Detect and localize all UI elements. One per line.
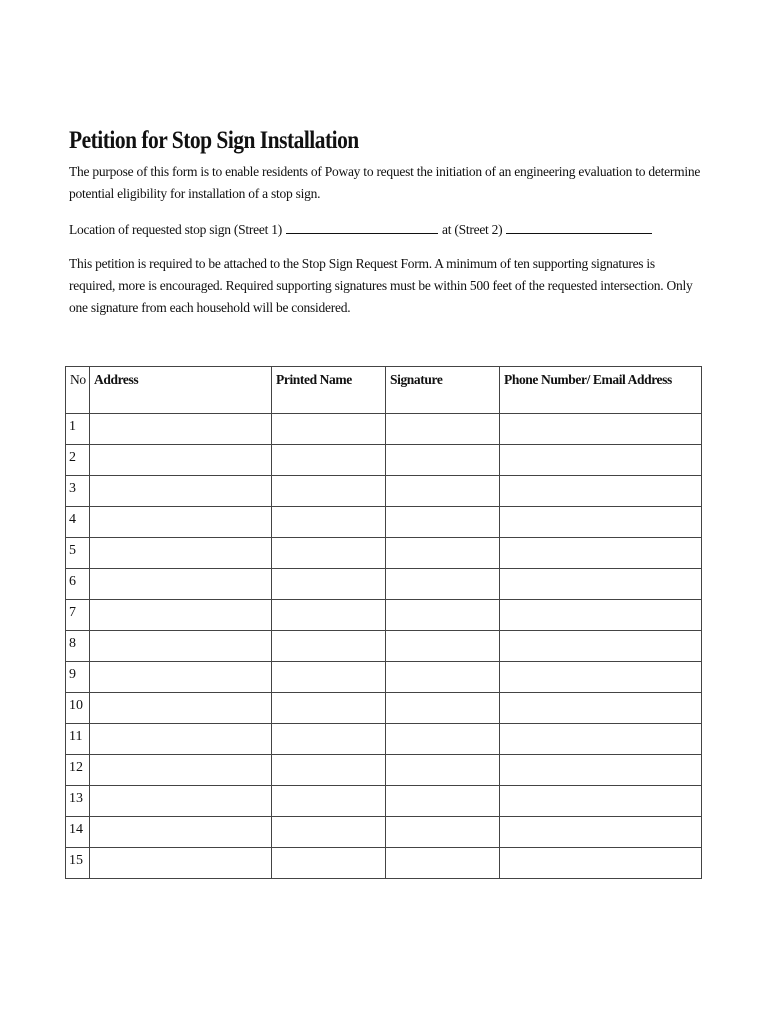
- street-1-label: Location of requested stop sign (Street 1): [69, 222, 282, 237]
- phone-email-cell[interactable]: [500, 476, 702, 507]
- phone-email-cell[interactable]: [500, 569, 702, 600]
- phone-email-cell[interactable]: [500, 414, 702, 445]
- table-row: [66, 476, 702, 507]
- row-number: 5: [66, 538, 90, 569]
- printed-name-cell[interactable]: [272, 693, 386, 724]
- signature-table: [65, 366, 702, 879]
- address-cell[interactable]: [90, 817, 272, 848]
- signature-cell[interactable]: [386, 600, 500, 631]
- header-no: No: [66, 367, 90, 414]
- header-address: Address: [90, 367, 272, 414]
- table-row: [66, 817, 702, 848]
- signature-cell[interactable]: [386, 507, 500, 538]
- table-row: [66, 724, 702, 755]
- address-cell[interactable]: [90, 507, 272, 538]
- phone-email-cell[interactable]: [500, 631, 702, 662]
- phone-email-cell[interactable]: [500, 724, 702, 755]
- table-row: [66, 507, 702, 538]
- row-number: 15: [66, 848, 90, 879]
- table-row: [66, 445, 702, 476]
- table-row: [66, 786, 702, 817]
- printed-name-cell[interactable]: [272, 817, 386, 848]
- row-number: 10: [66, 693, 90, 724]
- row-number: 14: [66, 817, 90, 848]
- address-cell[interactable]: [90, 476, 272, 507]
- address-cell[interactable]: [90, 786, 272, 817]
- printed-name-cell[interactable]: [272, 631, 386, 662]
- phone-email-cell[interactable]: [500, 848, 702, 879]
- purpose-paragraph: The purpose of this form is to enable residents of Poway to request the initiation of an engineering evaluation to determine potential eligibility for installation of a stop sign.: [69, 164, 701, 201]
- row-number: 6: [66, 569, 90, 600]
- phone-email-cell[interactable]: [500, 786, 702, 817]
- header-phone-email: Phone Number/ Email Address: [500, 367, 702, 414]
- printed-name-cell[interactable]: [272, 414, 386, 445]
- table-row: [66, 662, 702, 693]
- row-number: 4: [66, 507, 90, 538]
- phone-email-cell[interactable]: [500, 662, 702, 693]
- street-1-field[interactable]: [286, 219, 438, 234]
- printed-name-cell[interactable]: [272, 600, 386, 631]
- phone-email-cell[interactable]: [500, 507, 702, 538]
- phone-email-cell[interactable]: [500, 693, 702, 724]
- address-cell[interactable]: [90, 755, 272, 786]
- table-row: [66, 848, 702, 879]
- printed-name-cell[interactable]: [272, 569, 386, 600]
- printed-name-cell[interactable]: [272, 507, 386, 538]
- table-row: [66, 631, 702, 662]
- signature-cell[interactable]: [386, 631, 500, 662]
- row-number: 1: [66, 414, 90, 445]
- row-number: 8: [66, 631, 90, 662]
- table-row: [66, 600, 702, 631]
- row-number: 9: [66, 662, 90, 693]
- address-cell[interactable]: [90, 631, 272, 662]
- address-cell[interactable]: [90, 569, 272, 600]
- phone-email-cell[interactable]: [500, 755, 702, 786]
- address-cell[interactable]: [90, 538, 272, 569]
- address-cell[interactable]: [90, 724, 272, 755]
- table-row: [66, 538, 702, 569]
- signature-cell[interactable]: [386, 848, 500, 879]
- phone-email-cell[interactable]: [500, 600, 702, 631]
- street-2-label: at (Street 2): [441, 222, 503, 237]
- signature-cell[interactable]: [386, 476, 500, 507]
- signature-cell[interactable]: [386, 538, 500, 569]
- printed-name-cell[interactable]: [272, 662, 386, 693]
- header-printed-name: Printed Name: [272, 367, 386, 414]
- signature-cell[interactable]: [386, 786, 500, 817]
- table-row: [66, 414, 702, 445]
- header-signature: Signature: [386, 367, 500, 414]
- address-cell[interactable]: [90, 414, 272, 445]
- printed-name-cell[interactable]: [272, 476, 386, 507]
- street-2-field[interactable]: [506, 219, 652, 234]
- row-number: 7: [66, 600, 90, 631]
- phone-email-cell[interactable]: [500, 817, 702, 848]
- row-number: 3: [66, 476, 90, 507]
- signature-cell[interactable]: [386, 755, 500, 786]
- signature-cell[interactable]: [386, 569, 500, 600]
- table-row: [66, 569, 702, 600]
- printed-name-cell[interactable]: [272, 755, 386, 786]
- address-cell[interactable]: [90, 848, 272, 879]
- row-number: 11: [66, 724, 90, 755]
- document-body: [69, 126, 701, 319]
- address-cell[interactable]: [90, 600, 272, 631]
- phone-email-cell[interactable]: [500, 445, 702, 476]
- row-number: 2: [66, 445, 90, 476]
- location-line: [69, 219, 701, 241]
- printed-name-cell[interactable]: [272, 848, 386, 879]
- signature-rows: [66, 414, 702, 879]
- signature-cell[interactable]: [386, 817, 500, 848]
- address-cell[interactable]: [90, 662, 272, 693]
- table-header-row: [66, 367, 702, 414]
- signature-cell[interactable]: [386, 414, 500, 445]
- phone-email-cell[interactable]: [500, 538, 702, 569]
- signature-cell[interactable]: [386, 662, 500, 693]
- printed-name-cell[interactable]: [272, 445, 386, 476]
- page-title: Petition for Stop Sign Installation: [69, 127, 359, 154]
- address-cell[interactable]: [90, 693, 272, 724]
- requirements-paragraph: This petition is required to be attached to the Stop Sign Request Form. A minimum of ten supporting signatures is required, more is encouraged. Required supporting signatures must be within 500 feet of the requested intersection. Only one signature from each household will be considered.: [69, 256, 693, 315]
- address-cell[interactable]: [90, 445, 272, 476]
- table-row: [66, 693, 702, 724]
- printed-name-cell[interactable]: [272, 538, 386, 569]
- printed-name-cell[interactable]: [272, 724, 386, 755]
- table-row: [66, 755, 702, 786]
- printed-name-cell[interactable]: [272, 786, 386, 817]
- signature-cell[interactable]: [386, 693, 500, 724]
- row-number: 13: [66, 786, 90, 817]
- signature-cell[interactable]: [386, 445, 500, 476]
- signature-cell[interactable]: [386, 724, 500, 755]
- row-number: 12: [66, 755, 90, 786]
